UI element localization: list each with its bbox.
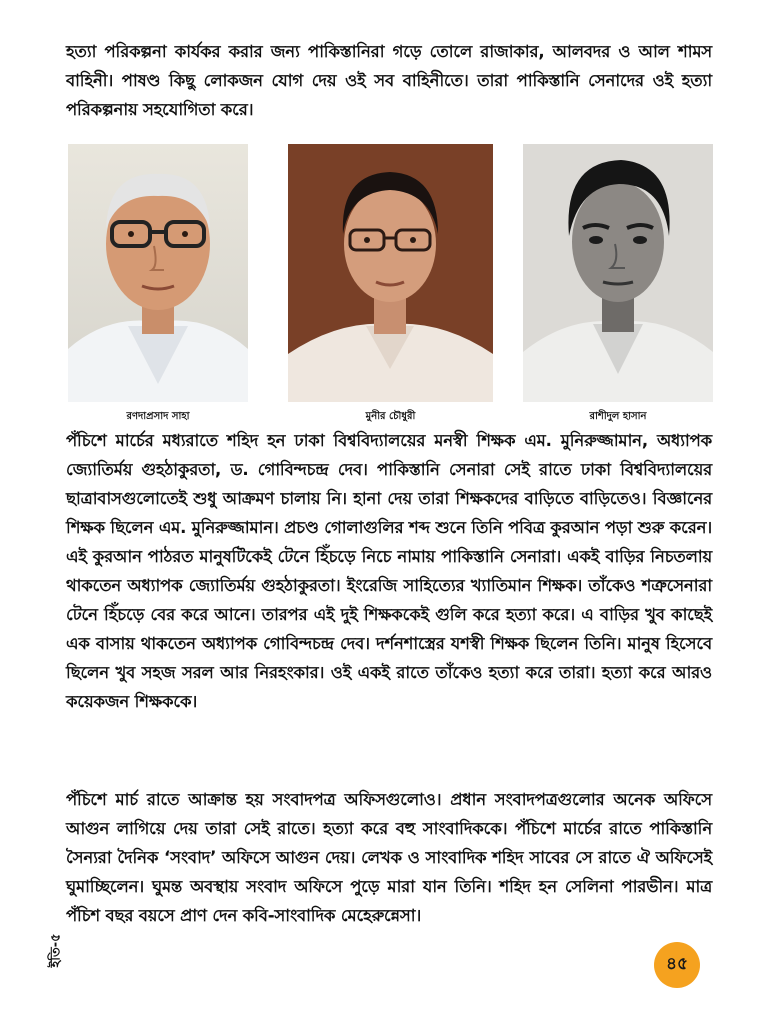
photo-caption-1: রণদাপ্রসাদ সাহা: [126, 411, 190, 422]
page-number: ৪৫: [665, 954, 689, 974]
side-label: ইতি-৫: [48, 933, 64, 968]
intro-paragraph: হত্যা পরিকল্পনা কার্যকর করার জন্য পাকিস্তানিরা গড়ে তোলে রাজাকার, আলবদর ও আল শামস বাহিনী। পাষণ্ড কিছু লোকজন যোগ দেয় ওই সব বাহিনীতে। তারা পাকিস্তানি সেনাদের ওই হত্যা পরিকল্পনায় সহযোগিতা করে।: [66, 42, 712, 119]
portrait-photo-2: [288, 144, 493, 402]
photo-caption-2: মুনীর চৌধুরী: [365, 411, 416, 422]
page-number-badge: [654, 942, 700, 988]
photo-caption-3: রাশীদুল হাসান: [589, 411, 647, 422]
portrait-photo-3: [523, 144, 713, 402]
body-paragraph-journalists: পঁচিশে মার্চ রাতে আক্রান্ত হয় সংবাদপত্র অফিসগুলোও। প্রধান সংবাদপত্রগুলোর অনেক অফিসে আগুন লাগিয়ে দেয় তারা সেই রাতে। হত্যা করে বহু সাংবাদিককে। পঁচিশে মার্চের রাতে পাকিস্তানি সৈন্যরা দৈনিক ‘সংবাদ’ অফিসে আগুন দেয়। লেখক ও সাংবাদিক শহিদ সাবের সে রাতে ঐ অফিসেই ঘুমাচ্ছিলেন। ঘুমন্ত অবস্থায় সংবাদ অফিসে পুড়ে মারা যান তিনি। শহিদ হন সেলিনা পারভীন। মাত্র পঁচিশ বছর বয়সে প্রাণ দেন কবি-সাংবাদিক মেহেরুন্নেসা।: [66, 790, 712, 925]
body-paragraph-teachers: পঁচিশে মার্চের মধ্যরাতে শহিদ হন ঢাকা বিশ্ববিদ্যালয়ের মনস্বী শিক্ষক এম. মুনিরুজ্জামান, অধ্যাপক জ্যোতির্ময় গুহঠাকুরতা, ড. গোবিন্দচন্দ্র দেব। পাকিস্তানি সেনারা সেই রাতে ঢাকা বিশ্ববিদ্যালয়ের ছাত্রাবাসগুলোতেই শুধু আক্রমণ চালায় নি। হানা দেয় তারা শিক্ষকদের বাড়িতে বাড়িতেও। বিজ্ঞানের শিক্ষক ছিলেন এম. মুনিরুজ্জামান। প্রচণ্ড গোলাগুলির শব্দ শুনে তিনি পবিত্র কুরআন পড়া শুরু করেন। এই কুরআন পাঠরত মানুষটিকেই টেনে হিঁচড়ে নিচে নামায় পাকিস্তানি সেনারা। একই বাড়ির নিচতলায় থাকতেন অধ্যাপক জ্যোতির্ময় গুহঠাকুরতা। ইংরেজি সাহিত্যের খ্যাতিমান শিক্ষক। তাঁকেও শত্রুসেনারা টেনে হিঁচড়ে বের করে আনে। তারপর এই দুই শিক্ষককেই গুলি করে হত্যা করে। এ বাড়ির খুব কাছেই এক বাসায় থাকতেন অধ্যাপক গোবিন্দচন্দ্র দেব। দর্শনশাস্ত্রের যশস্বী শিক্ষক ছিলেন তিনি। মানুষ হিসেবে ছিলেন খুব সহজ সরল আর নিরহংকার। ওই একই রাতে তাঁকেও হত্যা করে তারা। হত্যা করে আরও কয়েকজন শিক্ষককে।: [66, 431, 712, 711]
portrait-photo-1: [68, 144, 248, 402]
